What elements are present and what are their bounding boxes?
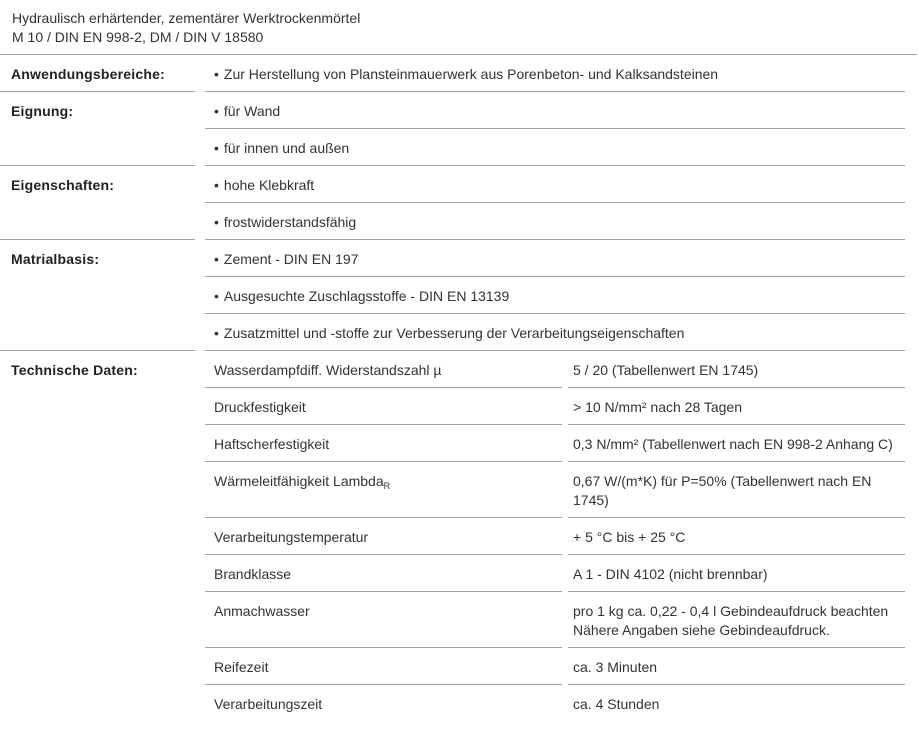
property-name-text: Druckfestigkeit xyxy=(214,399,306,415)
list-item xyxy=(205,240,905,277)
section-eigenschaften xyxy=(0,166,918,240)
section-eignung xyxy=(0,92,918,166)
bullet-icon: • xyxy=(214,288,219,304)
table-row xyxy=(205,351,905,388)
section-label: Technische Daten: xyxy=(11,362,138,378)
property-value: ca. 4 Stunden xyxy=(573,696,660,712)
list-item-text: frostwiderstandsfähig xyxy=(223,214,357,230)
list-item xyxy=(205,55,905,92)
table-row xyxy=(205,462,905,518)
list-item-text: Zur Herstellung von Plansteinmauerwerk aus Porenbeton- und Kalksandsteinen xyxy=(223,66,719,82)
bullet-icon: • xyxy=(214,251,219,267)
property-name-text: Verarbeitungstemperatur xyxy=(214,529,369,545)
section-label: Anwendungsbereiche: xyxy=(0,55,195,92)
list-item-text: Ausgesuchte Zuschlagsstoffe - DIN EN 13139 xyxy=(223,288,510,304)
table-row xyxy=(205,648,905,685)
description-line-2: M 10 / DIN EN 998-2, DM / DIN V 18580 xyxy=(12,29,264,45)
product-description xyxy=(0,0,917,55)
list-item-text: hohe Klebkraft xyxy=(223,177,315,193)
property-name-subscript: R xyxy=(383,481,391,491)
list-item xyxy=(205,166,905,203)
property-name xyxy=(205,555,562,592)
property-name-text: Brandklasse xyxy=(214,566,292,582)
property-name xyxy=(205,592,562,648)
technical-data-table xyxy=(205,351,905,721)
property-name xyxy=(205,351,562,388)
property-value: > 10 N/mm² nach 28 Tagen xyxy=(568,388,905,425)
property-name xyxy=(205,462,562,518)
section-materialbasis xyxy=(0,240,918,351)
property-name xyxy=(205,425,562,462)
section-anwendungsbereiche xyxy=(0,55,918,92)
section-label: Eignung: xyxy=(0,92,195,166)
list-item-text: für innen und außen xyxy=(223,140,350,156)
section-label: Eigenschaften: xyxy=(0,166,195,240)
bullet-icon: • xyxy=(214,66,219,82)
property-name xyxy=(205,518,562,555)
property-value: 5 / 20 (Tabellenwert EN 1745) xyxy=(568,351,905,388)
list-item xyxy=(205,314,905,351)
list-item xyxy=(205,129,905,166)
section-label: Matrialbasis: xyxy=(0,240,195,351)
property-name xyxy=(205,388,562,425)
property-name xyxy=(205,648,562,685)
section-technische-daten xyxy=(0,351,918,721)
list-item-text: Zement - DIN EN 197 xyxy=(223,251,359,267)
property-name-text: Anmachwasser xyxy=(214,603,310,619)
property-name-text: Verarbeitungszeit xyxy=(214,696,323,712)
table-row xyxy=(205,388,905,425)
table-row xyxy=(205,425,905,462)
property-name-text: Reifezeit xyxy=(214,659,269,675)
list-item-text: für Wand xyxy=(223,103,281,119)
property-value: 0,3 N/mm² (Tabellenwert nach EN 998-2 Anhang C) xyxy=(568,425,905,462)
property-name xyxy=(205,685,562,721)
property-value: 0,67 W/(m*K) für P=50% (Tabellenwert nach EN 1745) xyxy=(568,462,905,518)
list-item xyxy=(205,277,905,314)
description-line-1: Hydraulisch erhärtender, zementärer Werktrockenmörtel xyxy=(12,10,361,26)
table-row xyxy=(205,592,905,648)
property-value: pro 1 kg ca. 0,22 - 0,4 l Gebindeaufdruck beachten Nähere Angaben siehe Gebindeaufdruck. xyxy=(568,592,905,648)
property-name-text: Wasserdampfdiff. Widerstandszahl µ xyxy=(214,362,442,378)
table-row xyxy=(205,555,905,592)
property-name-text: Wärmeleitfähigkeit Lambda xyxy=(214,473,384,489)
bullet-icon: • xyxy=(214,103,219,119)
property-value: ca. 3 Minuten xyxy=(568,648,905,685)
property-value: A 1 - DIN 4102 (nicht brennbar) xyxy=(568,555,905,592)
list-item xyxy=(205,92,905,129)
bullet-icon: • xyxy=(214,325,219,341)
table-row xyxy=(205,518,905,555)
bullet-icon: • xyxy=(214,177,219,193)
list-item xyxy=(205,203,905,240)
bullet-icon: • xyxy=(214,140,219,156)
list-item-text: Zusatzmittel und -stoffe zur Verbesserung der Verarbeitungseigenschaften xyxy=(223,325,685,341)
property-name-text: Haftscherfestigkeit xyxy=(214,436,330,452)
table-row xyxy=(205,685,905,721)
property-value: + 5 °C bis + 25 °C xyxy=(568,518,905,555)
bullet-icon: • xyxy=(214,214,219,230)
